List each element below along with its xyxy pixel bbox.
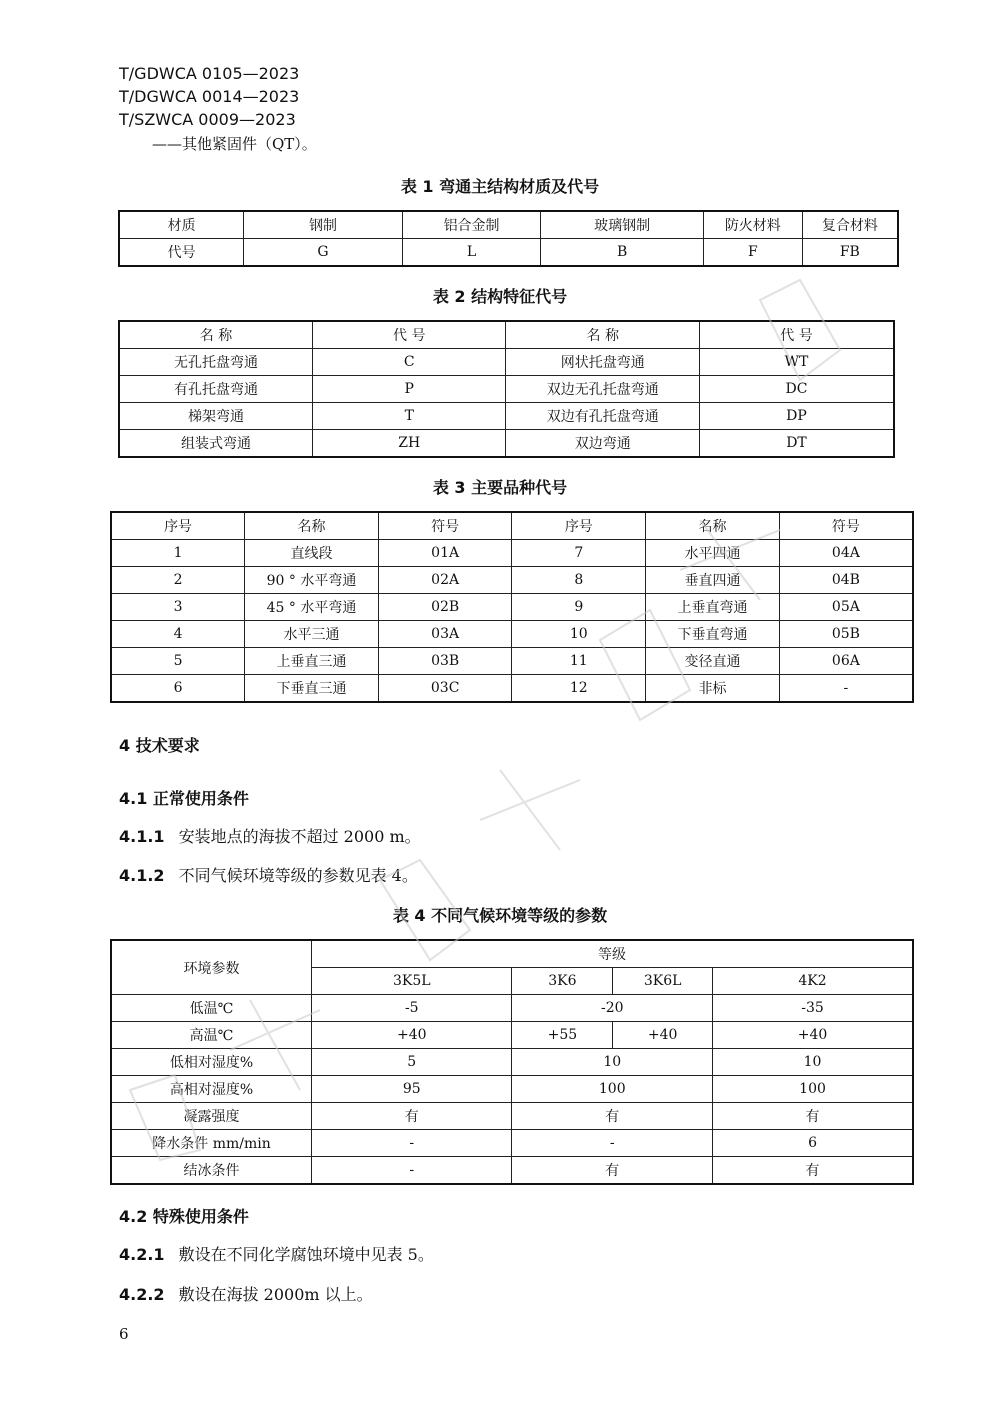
table-cell: 95 <box>312 1076 512 1103</box>
column-header: 3K6L <box>613 968 713 995</box>
table-cell: 6 <box>111 675 245 703</box>
table-cell: C <box>312 349 506 376</box>
table-cell: - <box>779 675 913 703</box>
table-cell: 复合材料 <box>802 211 898 239</box>
table-cell: 4 <box>111 621 245 648</box>
clause-number: 4.2.2 <box>119 1285 165 1304</box>
table-cell: DC <box>699 376 894 403</box>
table-cell: 材质 <box>119 211 244 239</box>
table-cell: ZH <box>312 430 506 458</box>
table-row <box>111 648 913 675</box>
clause-number: 4.1.2 <box>119 866 165 885</box>
table-cell: - <box>512 1130 713 1157</box>
list-continuation: ——其他紧固件（QT）。 <box>152 135 317 153</box>
table-cell: 10 <box>512 621 646 648</box>
table-cell: 组装式弯通 <box>119 430 312 458</box>
page-number: 6 <box>119 1325 129 1343</box>
table3 <box>110 511 914 703</box>
clause-text: 敷设在不同化学腐蚀环境中见表 5。 <box>178 1245 434 1264</box>
table-cell: DT <box>699 430 894 458</box>
column-header: 序号 <box>512 512 646 540</box>
table-cell: 垂直四通 <box>646 567 780 594</box>
paragraph <box>119 1282 373 1305</box>
standard-code: T/GDWCA 0105—2023 <box>119 64 300 83</box>
column-header: 环境参数 <box>111 940 312 995</box>
table-cell: 01A <box>378 540 512 567</box>
row-label: 高温℃ <box>111 1022 312 1049</box>
table-cell: 12 <box>512 675 646 703</box>
table1-caption: 表 1 弯通主结构材质及代号 <box>400 177 600 196</box>
table-row <box>111 1157 913 1185</box>
paragraph <box>119 824 421 847</box>
column-header: 代 号 <box>699 321 894 349</box>
table-cell: 1 <box>111 540 245 567</box>
table-cell: 铝合金制 <box>402 211 541 239</box>
table-cell: T <box>312 403 506 430</box>
table-row <box>111 540 913 567</box>
standard-code: T/DGWCA 0014—2023 <box>119 87 300 106</box>
column-header: 名称 <box>646 512 780 540</box>
table-cell: 03B <box>378 648 512 675</box>
column-header: 3K6 <box>512 968 613 995</box>
clause-text: 敷设在海拔 2000m 以上。 <box>178 1285 373 1304</box>
table-cell: 直线段 <box>245 540 379 567</box>
table-cell: 05B <box>779 621 913 648</box>
table-cell: 下垂直三通 <box>245 675 379 703</box>
table1 <box>118 210 899 267</box>
table-cell: - <box>312 1130 512 1157</box>
table-cell: P <box>312 376 506 403</box>
table-cell: 有 <box>312 1103 512 1130</box>
table-row <box>119 349 894 376</box>
column-header: 3K5L <box>312 968 512 995</box>
table-cell: DP <box>699 403 894 430</box>
table-cell: F <box>703 239 802 267</box>
table-cell: 8 <box>512 567 646 594</box>
column-header: 序号 <box>111 512 245 540</box>
table-row <box>111 995 913 1022</box>
column-header: 代 号 <box>312 321 506 349</box>
table-cell: 有孔托盘弯通 <box>119 376 312 403</box>
row-label: 低温℃ <box>111 995 312 1022</box>
table-row <box>111 594 913 621</box>
subsection-heading: 4.2 特殊使用条件 <box>119 1207 249 1226</box>
table-cell: 11 <box>512 648 646 675</box>
table-cell: - <box>312 1157 512 1185</box>
table-cell: 双边弯通 <box>506 430 699 458</box>
table-cell: 100 <box>512 1076 713 1103</box>
standard-codes <box>119 62 299 131</box>
subsection-heading: 4.1 正常使用条件 <box>119 789 249 808</box>
table-cell: 03C <box>378 675 512 703</box>
table-cell: 04B <box>779 567 913 594</box>
row-label: 凝露强度 <box>111 1103 312 1130</box>
row-label: 高相对湿度% <box>111 1076 312 1103</box>
table-header-row <box>111 940 913 968</box>
column-header: 符号 <box>779 512 913 540</box>
table-cell: -35 <box>713 995 913 1022</box>
table-cell: 7 <box>512 540 646 567</box>
column-header: 名 称 <box>506 321 699 349</box>
table2-caption: 表 2 结构特征代号 <box>432 287 568 306</box>
table-cell: 有 <box>512 1103 713 1130</box>
paragraph <box>119 1242 434 1265</box>
table-cell: 10 <box>512 1049 713 1076</box>
table-cell: 有 <box>713 1103 913 1130</box>
table-header-row <box>119 321 894 349</box>
column-header: 名称 <box>245 512 379 540</box>
table-row <box>111 1022 913 1049</box>
table4-caption: 表 4 不同气候环境等级的参数 <box>392 906 608 925</box>
table-cell: 90 ° 水平弯通 <box>245 567 379 594</box>
table-header-row <box>111 512 913 540</box>
standard-code: T/SZWCA 0009—2023 <box>119 110 296 129</box>
table-cell: 下垂直弯通 <box>646 621 780 648</box>
table-cell: +55 <box>512 1022 613 1049</box>
table-cell: 无孔托盘弯通 <box>119 349 312 376</box>
table-cell: WT <box>699 349 894 376</box>
column-header: 名 称 <box>119 321 312 349</box>
table-cell: +40 <box>713 1022 913 1049</box>
table-cell: 上垂直三通 <box>245 648 379 675</box>
table-cell: 9 <box>512 594 646 621</box>
table-cell: 水平三通 <box>245 621 379 648</box>
table-cell: 04A <box>779 540 913 567</box>
table4 <box>110 939 914 1185</box>
table-cell: 05A <box>779 594 913 621</box>
table-row <box>111 621 913 648</box>
table-cell: L <box>402 239 541 267</box>
table-cell: 3 <box>111 594 245 621</box>
table-cell: 变径直通 <box>646 648 780 675</box>
table-cell: 上垂直弯通 <box>646 594 780 621</box>
table-cell: 2 <box>111 567 245 594</box>
table-cell: 钢制 <box>244 211 403 239</box>
table-row <box>119 239 898 267</box>
table-row <box>111 1076 913 1103</box>
table-row <box>111 1049 913 1076</box>
section-heading: 4 技术要求 <box>119 736 200 755</box>
table-row <box>119 376 894 403</box>
table-cell: 100 <box>713 1076 913 1103</box>
table-cell: 03A <box>378 621 512 648</box>
clause-text: 安装地点的海拔不超过 2000 m。 <box>178 827 421 846</box>
table-cell: +40 <box>613 1022 713 1049</box>
table-cell: 非标 <box>646 675 780 703</box>
table-cell: 6 <box>713 1130 913 1157</box>
table-cell: 玻璃钢制 <box>541 211 704 239</box>
table-row <box>119 211 898 239</box>
table2 <box>118 320 895 458</box>
table-row <box>111 1103 913 1130</box>
clause-number: 4.2.1 <box>119 1245 165 1264</box>
table-cell: 02A <box>378 567 512 594</box>
table-cell: 水平四通 <box>646 540 780 567</box>
table-cell: B <box>541 239 704 267</box>
column-header: 4K2 <box>713 968 913 995</box>
table-cell: 防火材料 <box>703 211 802 239</box>
row-label: 低相对湿度% <box>111 1049 312 1076</box>
clause-number: 4.1.1 <box>119 827 165 846</box>
table-cell: 有 <box>512 1157 713 1185</box>
table-cell: 45 ° 水平弯通 <box>245 594 379 621</box>
column-header: 等级 <box>312 940 913 968</box>
table-cell: 06A <box>779 648 913 675</box>
paragraph <box>119 863 418 886</box>
table-cell: 双边无孔托盘弯通 <box>506 376 699 403</box>
table-cell: 代号 <box>119 239 244 267</box>
table-row <box>111 675 913 703</box>
table-cell: +40 <box>312 1022 512 1049</box>
table-cell: 5 <box>111 648 245 675</box>
table-cell: -20 <box>512 995 713 1022</box>
table-cell: 有 <box>713 1157 913 1185</box>
row-label: 结冰条件 <box>111 1157 312 1185</box>
table-row <box>111 567 913 594</box>
table-cell: 10 <box>713 1049 913 1076</box>
table-cell: -5 <box>312 995 512 1022</box>
table-row <box>119 430 894 458</box>
table-row <box>119 403 894 430</box>
table-cell: 02B <box>378 594 512 621</box>
table-cell: 双边有孔托盘弯通 <box>506 403 699 430</box>
table3-caption: 表 3 主要品种代号 <box>432 478 568 497</box>
table-cell: FB <box>802 239 898 267</box>
column-header: 符号 <box>378 512 512 540</box>
table-cell: 网状托盘弯通 <box>506 349 699 376</box>
clause-text: 不同气候环境等级的参数见表 4。 <box>178 866 418 885</box>
table-cell: G <box>244 239 403 267</box>
table-cell: 5 <box>312 1049 512 1076</box>
table-cell: 梯架弯通 <box>119 403 312 430</box>
table-row <box>111 1130 913 1157</box>
row-label: 降水条件 mm/min <box>111 1130 312 1157</box>
